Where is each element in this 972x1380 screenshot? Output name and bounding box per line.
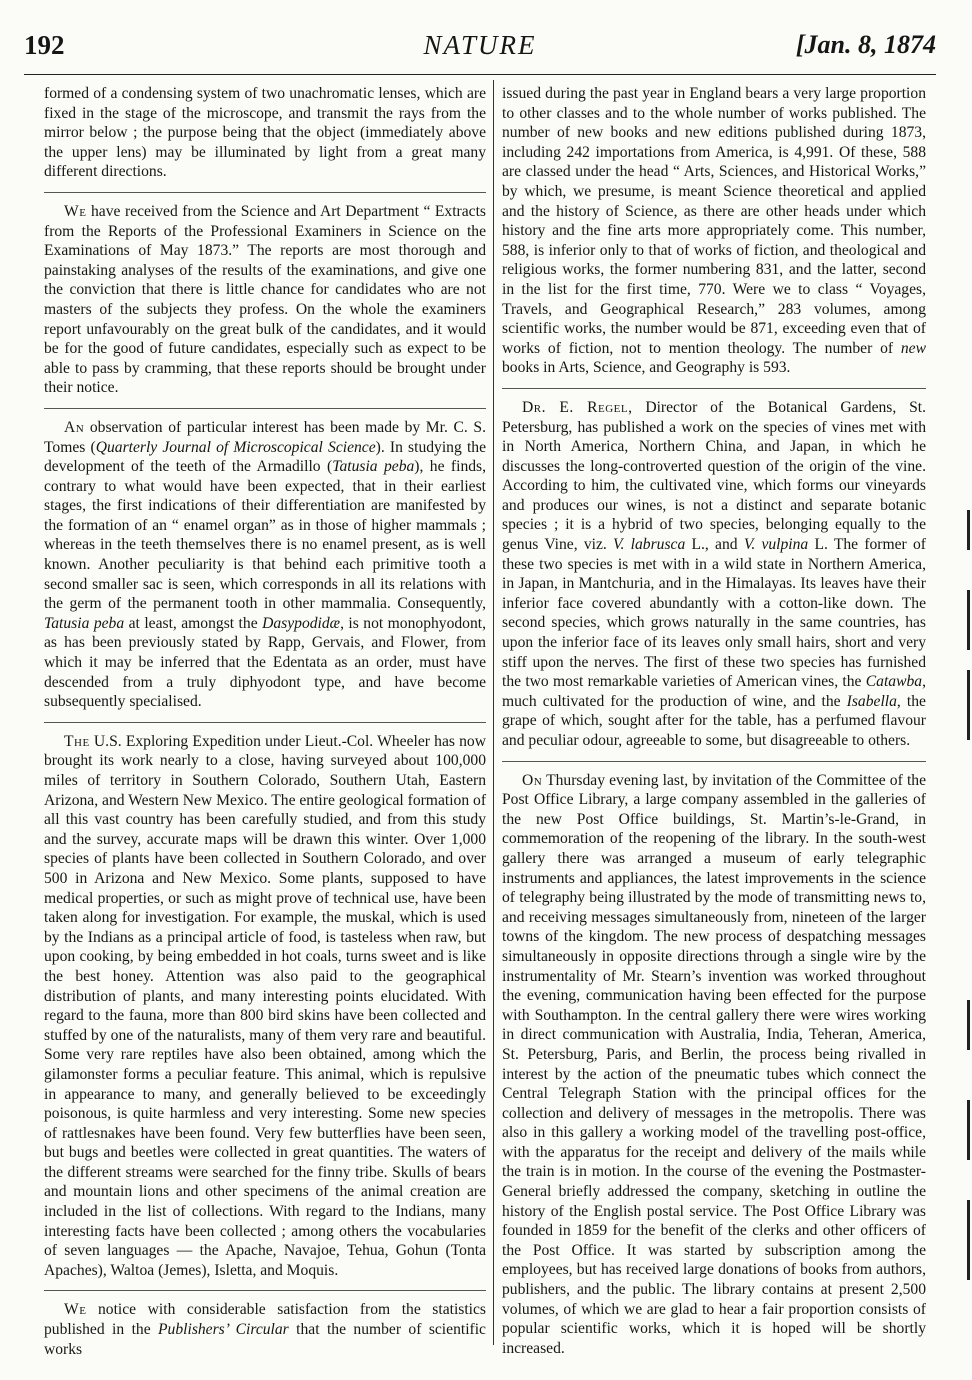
italic-text: new	[900, 339, 926, 357]
margin-mark	[967, 670, 970, 740]
paragraph-text: observation of particular interest has been made by Mr. C. S. Tomes (	[44, 418, 486, 456]
paragraph-text: have received from the Science and Art Department “ Extracts from the Reports of the Professional Examiners in Science on the Examinations of May 1873.” The reports are most thorough and painstaking analyses of the results of the examinations, and give one the conviction that there is little chance for candidates who are not masters of the subjects they profess. On the whole the examiners report unfavourably on the great bulk of the candidates, and it would be for the good of future candidates, especially such as expect to be able to pass by cramming, that these reports should be brought under their notice.	[44, 202, 486, 397]
journal-title: NATURE	[423, 30, 537, 60]
paragraph-text: U.S. Exploring Expedition under Lieut.-Col. Wheeler has now brought its work nearly to a close, having surveyed about 100,000 miles of territory in Southern Colorado, Southern Utah, Eastern Arizona, and Western New Mexico. The entire geological formation of all this vast country has been carefully studied, and from this study and the survey, accurate maps will be drawn this winter. Over 1,000 species of plants have been collected in Southern Colorado, and over 500 in Arizona and New Mexico. Some plants, supposed to have medical properties, or such as might prove of technical use, have been taken along for investigation. For example, the muskal, which is used by the Indians as a principal article of food, is tasteless when raw, but upon cooking, by being embedded in hot coals, turns sweet and is like the best honey. Attention was also paid to the geographical distribution of plants, and many interesting points elucidated. With regard to the fauna, more than 800 bird skins have been collected and stuffed by one of the naturalists, many of them very rare and beautiful. Some very rare reptiles have also been obtained, among which the gilamonster forms a peculiar feature. This animal, which is repulsive in appearance to many, and generally believed to be exceedingly poisonous, is quite harmless and very interesting. Some new species of rattlesnakes have been found. Very few butterflies have been seen, but bugs and beetles were collected in great quantities. The waters of the different streams were searched for the finny tribe. Skulls of bears and mountain lions and other specimens of the animal creation are included in the list of collections. With regard to the Indians, many interesting facts have been collected ; among others the vocabularies of seven languages — the Apache, Navajoe, Tehua, Gohun (Tonta Apaches), Waltoa (Jemes), Isletta, and Moquis.	[44, 732, 487, 1279]
italic-text: Dasypodidæ	[262, 614, 341, 632]
paragraph-separator	[502, 388, 926, 389]
paragraph-text: Director of the Botanical Gardens, St. Petersburg, has published a work on the species of vines met with in North America, Northern China, and Japan, in which he discusses the long-controverted question of the origin of the vine. According to him, the cultivated vine, which forms our vineyards and produces our wines, is not a distinct and separate botanic species ; it is a hybrid of two species, belonging equally to the genus Vine, viz.	[502, 398, 926, 554]
lead-word: Dr. E. Regel,	[522, 398, 633, 416]
paragraph-text: L., and	[691, 536, 738, 554]
paragraph-text: books in Arts, Science, and Geography is 593.	[502, 359, 791, 377]
paragraph-separator	[44, 192, 486, 193]
paragraph-expedition	[44, 732, 486, 1281]
left-column	[44, 84, 486, 1369]
lead-word: We	[64, 202, 87, 220]
margin-mark	[967, 1200, 970, 1280]
italic-text: Publishers’ Circular	[158, 1321, 289, 1339]
italic-text: V. labrusca	[613, 536, 686, 554]
page-number: 192	[24, 30, 65, 60]
header-rule	[24, 74, 936, 75]
margin-mark	[967, 1000, 970, 1050]
italic-text: Quarterly Journal of Microscopical Science	[95, 438, 376, 456]
paragraph-examiners	[44, 202, 486, 398]
issue-date-text: [Jan. 8, 1874	[795, 30, 936, 59]
column-divider	[493, 80, 494, 1345]
paragraph-text: ), he finds, contrary to what would have been expected, that in their earliest stages, the first indications of their differentiation are manifested by the formation of an “ enamel organ” as in those of higher mammals ; whereas in the teeth themselves there is no enamel present, as is well known. Another peculiarity is that behind each primitive tooth a second smaller sac is seen, which corresponds in all its relations with the germ of the permanent tooth in other mammalia. Consequently,	[44, 458, 487, 613]
italic-text: Tatusia peba	[44, 614, 125, 632]
paragraph-vines	[502, 398, 926, 751]
paragraph-separator	[502, 761, 926, 762]
paragraph-text: , is not monophyodont, as has been previously stated by Rapp, Gervais, and Flower, from which it may be inferred that the Edentata as an order, must have descended from a truly diphyodont type, and have become subsequently specialised.	[44, 614, 486, 711]
paragraph-separator	[44, 408, 486, 409]
paragraph-statistics	[44, 1300, 486, 1359]
lead-word: On	[522, 771, 543, 789]
paragraph-post-office	[502, 771, 926, 1359]
lead-word: An	[64, 418, 85, 436]
italic-text: Tatusia peba	[332, 458, 415, 476]
italic-text: V. vulpina	[743, 536, 809, 554]
paragraph-text: ). In studying the development of the teeth of the Armadillo (	[44, 438, 486, 476]
paragraph-text: Thursday evening last, by invitation of the Committee of the Post Office Library, a large company assembled in the galleries of the new Post Office buildings, St. Martin’s-le-Grand, in commemoration of the reopening of the library. In the south-west gallery there was arranged a museum of early telegraphic instruments and appliances, the latest improvements in the science of telegraphy being illustrated by the mode of transmitting news to, and receiving messages simultaneously from, nineteen of the larger towns of the kingdom. The new process of despatching messages simultaneously in opposite directions through a single wire by the instrumentality of Mr. Stearn’s invention was worked throughout the evening, communication having been effected for the purpose with Southampton. In the central gallery there were wires working in direct communication with Australia, India, Teheran, America, St. Petersburg, Paris, and Berlin, the process being rivalled in interest by the action of the pneumatic tubes which connect the Central Telegraph Station with the principal offices for the collection and delivery of messages in the metropolis. There was also in this gallery a working model of the travelling post-office, with the apparatus for the receipt and delivery of the mails while the train is in motion. In the course of the evening the Postmaster-General briefly addressed the company, sketching in outline the history of the English postal service. The Post Office Library was founded in 1859 for the benefit of the clerks and other officers of the Post Office. It was started by subscription among the employees, but has received large donations of books from authors, publishers, and the public. The library contains at present 2,500 volumes, of which we are glad to hear a fair proportion consists of popular scientific works, which it is hoped will be shortly increased.	[502, 771, 926, 1357]
paragraph-text: at least, amongst the	[128, 614, 258, 632]
page-header	[24, 30, 936, 70]
paragraph-text: L. The former of these two species is met with in a wild state in Northern America, in Japan, in Mantchuria, and in the Himalayas. Its leaves have their inferior face covered abundantly with a cotton-like down. The second species, which grows naturally in the same countries, has upon the inferior face of its leaves only small hairs, short and very stiff upon the nerves. The first of these two species has furnished the two most remarkable varieties of American vines, the	[502, 536, 926, 691]
margin-binding-marks	[960, 480, 970, 1280]
right-column	[502, 84, 926, 1368]
paragraph-microscope: formed of a condensing system of two unachromatic lenses, which are fixed in the stage of the microscope, and transmit the rays from the mirror below ; the purpose being that the object (immediately above the upper lens) may be illuminated by light from a great many different directions.	[44, 85, 486, 181]
paragraph-text: issued during the past year in England bears a very large proportion to other classes and to the whole number of works published. The number of new books and new editions published during 1873, including 242 importations from America, is 4,991. Of these, 588 are classed under the head “ Arts, Sciences, and Historical Works,” by which, we presume, is meant Science theoretical and applied and the history of Science, as there are other heads under which history and the fine arts more appropriately come. This number, 588, is inferior only to that of works of fiction, and theological and religious works, the former numbering 831, and the latter, second in the list for the first time, 770. Were we to class “ Voyages, Travels, and Geographical Research,” 283 volumes, among scientific works, the number would be 871, exceeding even that of works of fiction, not to mention theology. The number of	[502, 85, 926, 357]
margin-mark	[967, 1100, 970, 1160]
paragraph-text: that the number of scientific works	[44, 1321, 486, 1358]
italic-text: Catawba	[865, 673, 923, 691]
paragraph-publications	[502, 84, 926, 378]
paragraph-text: , the grape of which, sought after for the table, has a perfumed flavour and peculiar odour, agreeable to some, but disagreeable to others.	[502, 692, 926, 749]
margin-mark	[967, 590, 970, 650]
paragraph-text: notice with considerable satisfaction from the statistics published in the	[44, 1301, 487, 1339]
lead-word: We	[64, 1301, 87, 1319]
paragraph-text: , much cultivated for the production of wine, and the	[502, 673, 927, 710]
lead-word: The	[64, 732, 90, 750]
paragraph-separator	[44, 722, 486, 723]
paragraph-separator	[44, 1290, 486, 1291]
margin-mark	[967, 510, 970, 550]
italic-text: Isabella	[846, 692, 897, 710]
issue-date	[796, 30, 936, 60]
paragraph-armadillo	[44, 418, 486, 712]
